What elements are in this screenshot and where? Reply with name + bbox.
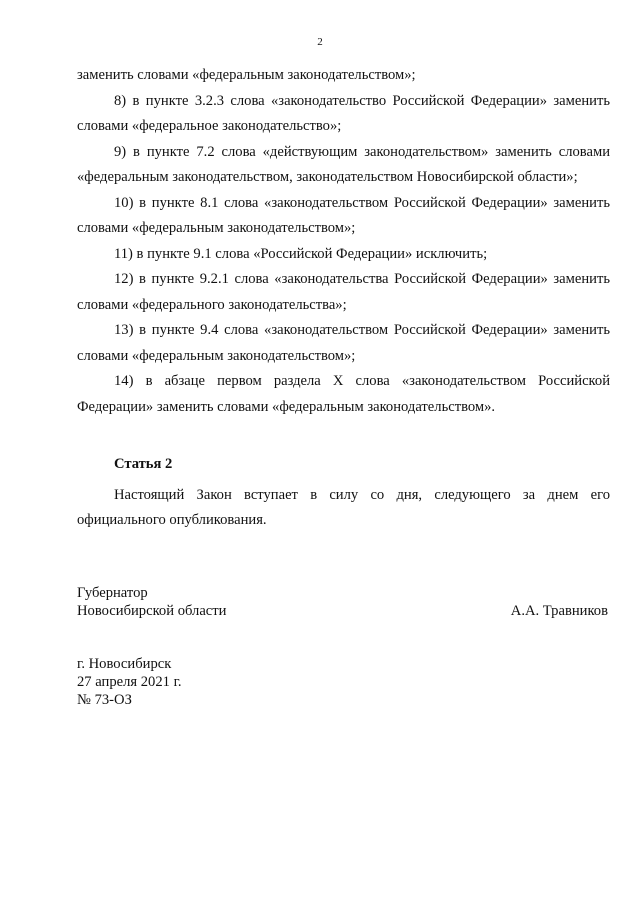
signatory-name: А.А. Травников — [510, 603, 608, 619]
signature-block — [77, 584, 610, 620]
amendment-item: 14) в абзаце первом раздела X слова «законодательством Российской Федерации» заменить словами «федеральным законодательством». — [77, 373, 610, 415]
amendment-item: 8) в пункте 3.2.3 слова «законодательство Российской Федерации» заменить словами «федеральное законодательство»; — [77, 92, 610, 134]
signatory-title-line1: Губернатор — [77, 585, 148, 601]
date: 27 апреля 2021 г. — [77, 674, 182, 690]
amendment-item: 12) в пункте 9.2.1 слова «законодательства Российской Федерации» заменить словами «федерального законодательства»; — [77, 271, 610, 313]
article-2 — [77, 452, 610, 534]
place-date-block — [77, 655, 182, 709]
city: г. Новосибирск — [77, 656, 172, 672]
page-number: 2 — [317, 36, 323, 48]
amendment-item: заменить словами «федеральным законодательством»; — [77, 67, 416, 83]
signatory-title-line2: Новосибирской области — [77, 603, 227, 619]
law-number: № 73-ОЗ — [77, 692, 132, 708]
amendment-item: 10) в пункте 8.1 слова «законодательством Российской Федерации» заменить словами «федеральным законодательством»; — [77, 194, 610, 236]
amendment-item: 13) в пункте 9.4 слова «законодательством Российской Федерации» заменить словами «федеральным законодательством»; — [77, 322, 610, 364]
amendment-item: 11) в пункте 9.1 слова «Российской Федерации» исключить; — [114, 245, 488, 262]
amendment-item: 9) в пункте 7.2 слова «действующим законодательством» заменить словами «федеральным законодательством, законодательством Новосибирской области»; — [77, 143, 610, 185]
article-heading: Статья 2 — [114, 456, 173, 472]
signature-row — [77, 602, 610, 620]
article-text: Настоящий Закон вступает в силу со дня, следующего за днем его официального опубликования. — [77, 486, 610, 528]
amendments-list — [77, 63, 610, 420]
